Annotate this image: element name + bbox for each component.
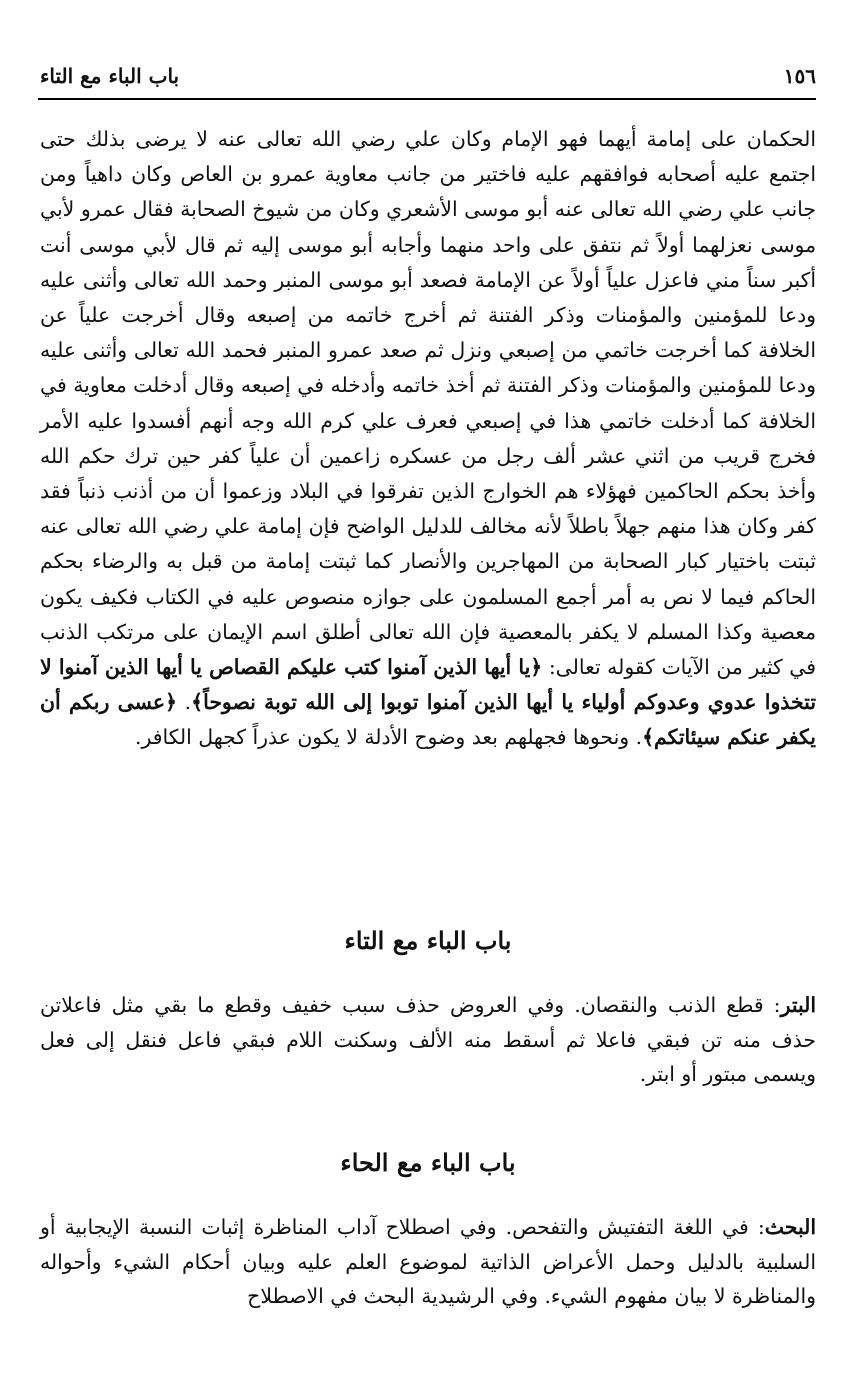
paragraph-intro: الحكمان على إمامة أيهما فهو الإمام وكان علي رضي الله تعالى عنه لا يرضى بذلك حتى اجتمع عليه أصحابه فوافقهم عليه فاختير من جانب معاوية عمرو بن العاص وكان داهياً ومن جانب علي رضي الله تعالى عنه أبو موسى الأشعري وكان من شيوخ الصحابة فقال عمرو لأبي موسى نعزلهما أولاً ثم نتفق على واحد منهما وأجابه أبو موسى إليه ثم قال لأبي موسى أنت أكبر سناً مني فاعزل علياً أولاً عن الإمامة فصعد أبو موسى المنبر وحمد الله تعالى وأثنى عليه ودعا للمؤمنين والمؤمنات وذكر الفتنة ثم أخرج خاتمه من إصبعه وقال أخرجت علياً عن الخلافة كما أخرجت خاتمي من إصبعي ونزل ثم صعد عمرو المنبر فحمد الله تعالى وأثنى عليه ودعا للمؤمنين والمؤمنات وذكر الفتنة ثم أخذ خاتمه وأدخله في إصبعه وقال أدخلت معاوية في الخلافة كما أدخلت خاتمي هذا في إصبعي فعرف علي كرم الله وجه أنهم أفسدوا عليه الأمر فخرج قريب من اثني عشر ألف رجل من عسكره زاعمين أن علياً كفر حين ترك حكم الله وأخذ بحكم الحاكمين فهؤلاء هم الخوارج الذين تفرقوا في البلاد وزعموا أن من أذنب ذنباً فقد كفر وكان هذا منهم جهلاً باطلاً لأنه مخالف للدليل الواضح فإن إمامة علي رضي الله تعالى عنه ثبتت باختيار كبار الصحابة من المهاجرين والأنصار كما ثبتت إمامة من قبل به والرضاء بحكم الحاكم فيما لا نص به أمر أجمع المسلمون على جوازه منصوص عليه في الكتاب فكيف يكون معصية وكذا المسلم لا يكفر بالمعصية فإن الله تعالى أطلق اسم الإيمان على مرتكب الذنب في كثير من الآيات كقوله تعالى: xyxy=(40,127,816,680)
entry-al-bahth xyxy=(40,1210,816,1314)
entry-definition: : قطع الذنب والنقصان. وفي العروض حذف سبب خفيف وقطع ما بقي مثل فاعلاتن حذف منه تن فبقي فاعلا ثم أسقط منه الألف وسكنت اللام فبقي فاعل فنقل إلى فعل ويسمى مبتور أو ابتر. xyxy=(40,993,816,1086)
section-title-ba-ha: باب الباء مع الحاء xyxy=(340,1148,516,1177)
paragraph-outro: . ونحوها فجهلهم بعد وضوح الأدلة لا يكون عذراً كجهل الكافر. xyxy=(134,725,643,750)
section-title-ba-ta: باب الباء مع التاء xyxy=(344,926,512,955)
running-title: باب الباء مع التاء xyxy=(40,64,180,88)
entry-definition: : في اللغة التفتيش والتفحص. وفي اصطلاح آداب المناظرة إثبات النسبة الإيجابية أو السلبية بالدليل وحمل الأعراض الذاتية لموضوع العلم عليه وبيان أحكام الشيء وأحواله والمناظرة لا بيان مفهوم الشيء. وفي الرشيدية البحث في الاصطلاح xyxy=(40,1215,816,1308)
quran-verse-1: ﴿يا أيها الذين آمنوا كتب عليكم القصاص يا أيها الذين آمنوا لا تتخذوا عدوي وعدوكم أولياء يا أيها الذين آمنوا توبوا إلى الله توبة نصوحاً﴾ xyxy=(40,655,817,715)
entry-term: البتر xyxy=(780,993,816,1017)
entry-al-batr xyxy=(40,988,816,1092)
header-rule xyxy=(38,98,816,100)
page-number: ١٥٦ xyxy=(783,64,816,88)
entry-term: البحث xyxy=(764,1215,816,1239)
main-paragraph xyxy=(40,122,816,756)
page-header xyxy=(40,58,816,94)
verse-separator: . xyxy=(176,690,192,715)
quran-verse-2: ﴿عسى ربكم أن يكفر عنكم سيئاتكم﴾ xyxy=(40,690,816,750)
